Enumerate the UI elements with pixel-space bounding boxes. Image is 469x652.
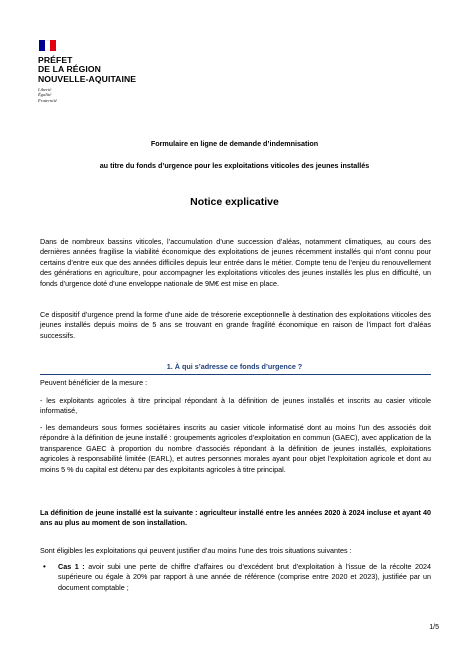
french-flag-icon <box>39 40 56 51</box>
section-divider <box>40 374 431 375</box>
intro-paragraph-1: Dans de nombreux bassins viticoles, l’accumulation d’une succession d’aléas, notamment climatiques, au cours des dernières années fragilise la viabilité économique des exploitations de jeunes récemment installés qui n’ont connu pour certains d’entre eux que des années difficiles depuis leur entrée dans le métier. Compte tenu de l’enjeu du renouvellement des générations en agriculture, pour accompagner les exploitations viticoles des jeunes installés les plus en difficulté, un fonds d’urgence doté d’une enveloppe nationale de 9M€ est mise en place. <box>40 237 431 288</box>
case-1-item <box>43 562 432 593</box>
case-1-text: avoir subi une perte de chiffre d’affaires ou d’excédent brut d’exploitation à l’issue de la récolte 2024 supérieure ou égale à 20% par rapport à une année de référence (comprise entre 2020 et 2023), justifiée par un document comptable ; <box>58 562 432 592</box>
bullet-icon: • <box>43 562 46 571</box>
form-title-line-2: au titre du fonds d’urgence pour les exploitations viticoles des jeunes installés <box>99 161 370 170</box>
intro-paragraph-2: Ce dispositif d’urgence prend la forme d’une aide de trésorerie exceptionnelle à destination des exploitations viticoles des jeunes installés depuis moins de 5 ans se trouvant en grande fragilité économique en raison de l’impact fort d’aléas successifs. <box>40 310 431 340</box>
beneficiaries-lead: Peuvent bénéficier de la mesure : <box>40 378 148 387</box>
logo-title: PRÉFET DE LA RÉGION NOUVELLE-AQUITAINE <box>38 55 137 84</box>
eligibility-lead: Sont éligibles les exploitations qui peuvent justifier d’au moins l’une des trois situations suivantes : <box>40 546 352 555</box>
republic-motto: Liberté Égalité Fraternité <box>38 87 57 103</box>
beneficiary-item-2: - les demandeurs sous formes sociétaires inscrits au casier viticole informatisé dont au moins l’un des associés doit répondre à la définition de jeune installé : groupements agricoles d’exploitation en commun (GAEC), avec application de la transparence GAEC à proportion du nombre d’associés répondant à la définition de jeunes installés, exploitations agricoles à responsabilité limitée (EARL), et autres personnes morales ayant pour objet l’exploitation agricole et dont au moins 5 % du capital est détenu par des exploitants agricoles à titre principal. <box>40 423 431 474</box>
page-number: 1/5 <box>429 624 439 631</box>
case-1-label: Cas 1 : <box>58 562 85 571</box>
beneficiary-item-1: - les exploitants agricoles à titre principal répondant à la définition de jeunes installés et inscrits au casier viticole informatisé, <box>40 396 431 416</box>
form-title-line-1: Formulaire en ligne de demande d’indemnisation <box>150 139 319 148</box>
young-farmer-definition: La définition de jeune installé est la suivante : agriculteur installé entre les années 2020 à 2024 incluse et ayant 40 ans au plus au moment de son installation. <box>40 508 431 528</box>
notice-heading: Notice explicative <box>190 196 279 208</box>
prefecture-logo <box>38 40 178 103</box>
section-1-heading: 1. À qui s’adresse ce fonds d’urgence ? <box>166 362 303 371</box>
